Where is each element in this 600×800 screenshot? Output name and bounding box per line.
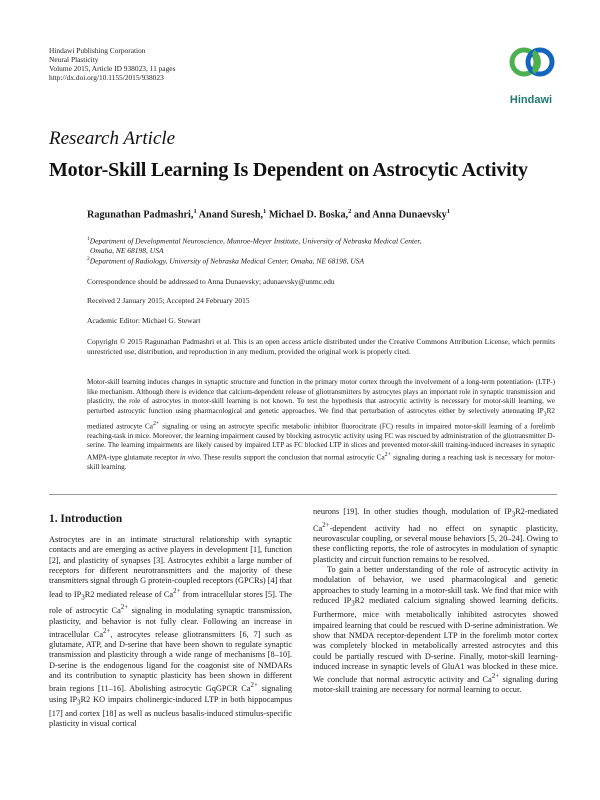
paragraph: Astrocytes are in an intimate structural relationship with synaptic contacts and are emerging as active players in development [1], function [2], and plasticity of synapses [3]. Astrocytes exhibit a large number of receptors for different neurotransmitters and the majority of these transmitters signal through G protein-coupled receptors (GPCRs) [4] that lead to $IP_3R2$ mediated release of $Ca^{2+}$ from intracellular stores [5]. The role of astrocytic $Ca^{2+}$ signaling in modulating synaptic transmission, plasticity, and behavior is not fully clear. Following an increase in intracellular $Ca^{2+}$, astrocytes release gliotransmitters [6, 7] such as glutamate, ATP, and D-serine that have been shown to regulate synaptic transmission and plasticity through a wide range of mechanisms [8–10]. D-serine is the endogenous ligand for the coagonist site of NMDARs and its contribution to synaptic plasticity has been shown in different brain regions [11–16]. Abolishing astrocytic GqGPCR $Ca^{2+}$ signaling using $IP_3R2$ KO impairs cholinergic-induced LTP in both hippocampus [17] and cortex [18] as well as nucleus basalis-induced stimulus-specific plasticity in visual cortical <box>49 535 292 728</box>
body-column-left <box>49 535 292 729</box>
author-name[interactable]: Michael D. Boska, <box>268 209 349 221</box>
affiliation-1: $^1$Department of Developmental Neuroscience, Munroe-Meyer Institute, University of Nebraska Medical Center, Omaha, NE 68198, USA <box>87 236 422 255</box>
publisher: Hindawi Publishing Corporation <box>49 46 146 55</box>
correspondence: Correspondence should be addressed to Anna Dunaevsky; adunaevsky@unmc.edu <box>87 277 335 286</box>
copyright-notice: Copyright © 2015 Ragunathan Padmashri et al. This is an open access article distributed under the Creative Commons Attribution License, which permits unrestricted use, distribution, and reproduction in any medium, provided the original work is properly cited. <box>87 337 555 356</box>
article-type: Research Article <box>49 128 176 149</box>
section-divider <box>49 494 557 495</box>
volume-info: Volume 2015, Article ID 938023, 11 pages <box>49 64 176 73</box>
author-list: Ragunathan Padmashri,$^1$ Anand Suresh,$^1$ Michael D. Boska,$^2$ and Anna Dunaevsky$^1$ <box>87 208 451 221</box>
doi-link[interactable]: http://dx.doi.org/10.1155/2015/938023 <box>49 73 164 82</box>
author-name[interactable]: Ragunathan Padmashri, <box>87 209 194 221</box>
body-column-right <box>313 507 558 696</box>
received-dates: Received 2 January 2015; Accepted 24 February 2015 <box>87 296 250 305</box>
paragraph: To gain a better understanding of the role of astrocytic activity in modulation of behavior, we used pharmacological and genetic approaches to study learning in a motor-skill task. We find that mice with reduced $IP_3R2$ mediated calcium signaling showed learning deficits. Furthermore, mice with metabolically inhibited astrocytes showed impaired learning that could be rescued with D-serine administration. We show that NMDA receptor-dependent LTP in the forelimb motor cortex was completely blocked in metabolically arrested astrocytes and this could be partially rescued with D-serine. Finally, motor-skill learning-induced increase in synaptic levels of GluA1 was blocked in these mice. We conclude that normal astrocytic activity and $Ca^{2+}$ signaling during motor-skill training are necessary for normal learning to occur. <box>313 565 558 695</box>
paragraph: neurons [19]. In other studies though, modulation of $IP_3R2$-mediated $Ca^{2+}$-dependent activity had no effect on synaptic plasticity, neurovascular coupling, or several mouse behaviors [5, 20–24]. Owing to these conflicting reports, the role of astrocytes in modulation of synaptic plasticity and circuit function remains to be resolved. <box>313 507 558 564</box>
article-title: Motor-Skill Learning Is Dependent on Astrocytic Activity <box>49 159 528 181</box>
logo-wordmark: Hindawi <box>509 94 553 106</box>
abstract: Motor-skill learning induces changes in synaptic structure and function in the primary motor cortex through the involvement of a long-term potentiation- (LTP-) like mechanism. Although there is evidence that calcium-dependent release of gliotransmitters by astrocytes plays an important role in synaptic transmission and plasticity, the role of astrocytes in motor-skill learning is not known. To test the hypothesis that astrocytic activity is necessary for motor-skill learning, we perturbed astrocytic function using pharmacological and genetic approaches. We find that perturbation of astrocytes either by selectively attenuating $IP_3R2$ mediated astrocyte $Ca^{2+}$ signaling or using an astrocyte specific metabolic inhibitor fluorocitrate (FC) results in impaired motor-skill learning of a forelimb reaching-task in mice. Moreover, the learning impairment caused by blocking astrocytic activity using FC was rescued by administration of the gliotransmitter D-serine. The learning impairments are likely caused by impaired LTP as FC blocked LTP in slices and prevented motor-skill training-induced increases in synaptic AMPA-type glutamate receptor in vivo. These results support the conclusion that normal astrocytic $Ca^{2+}$ signaling during a reaching task is necessary for motor-skill learning. <box>87 378 555 471</box>
header-text <box>49 46 175 82</box>
author-name[interactable]: and Anna Dunaevsky <box>353 209 447 221</box>
author-name[interactable]: Anand Suresh, <box>198 209 264 221</box>
journal-name: Neural Plasticity <box>49 55 99 64</box>
academic-editor: Academic Editor: Michael G. Stewart <box>87 316 201 325</box>
affiliation-2: $^2$Department of Radiology, University of Nebraska Medical Center, Omaha, NE 68198, USA <box>87 256 365 266</box>
section-heading-introduction: 1. Introduction <box>49 513 123 525</box>
